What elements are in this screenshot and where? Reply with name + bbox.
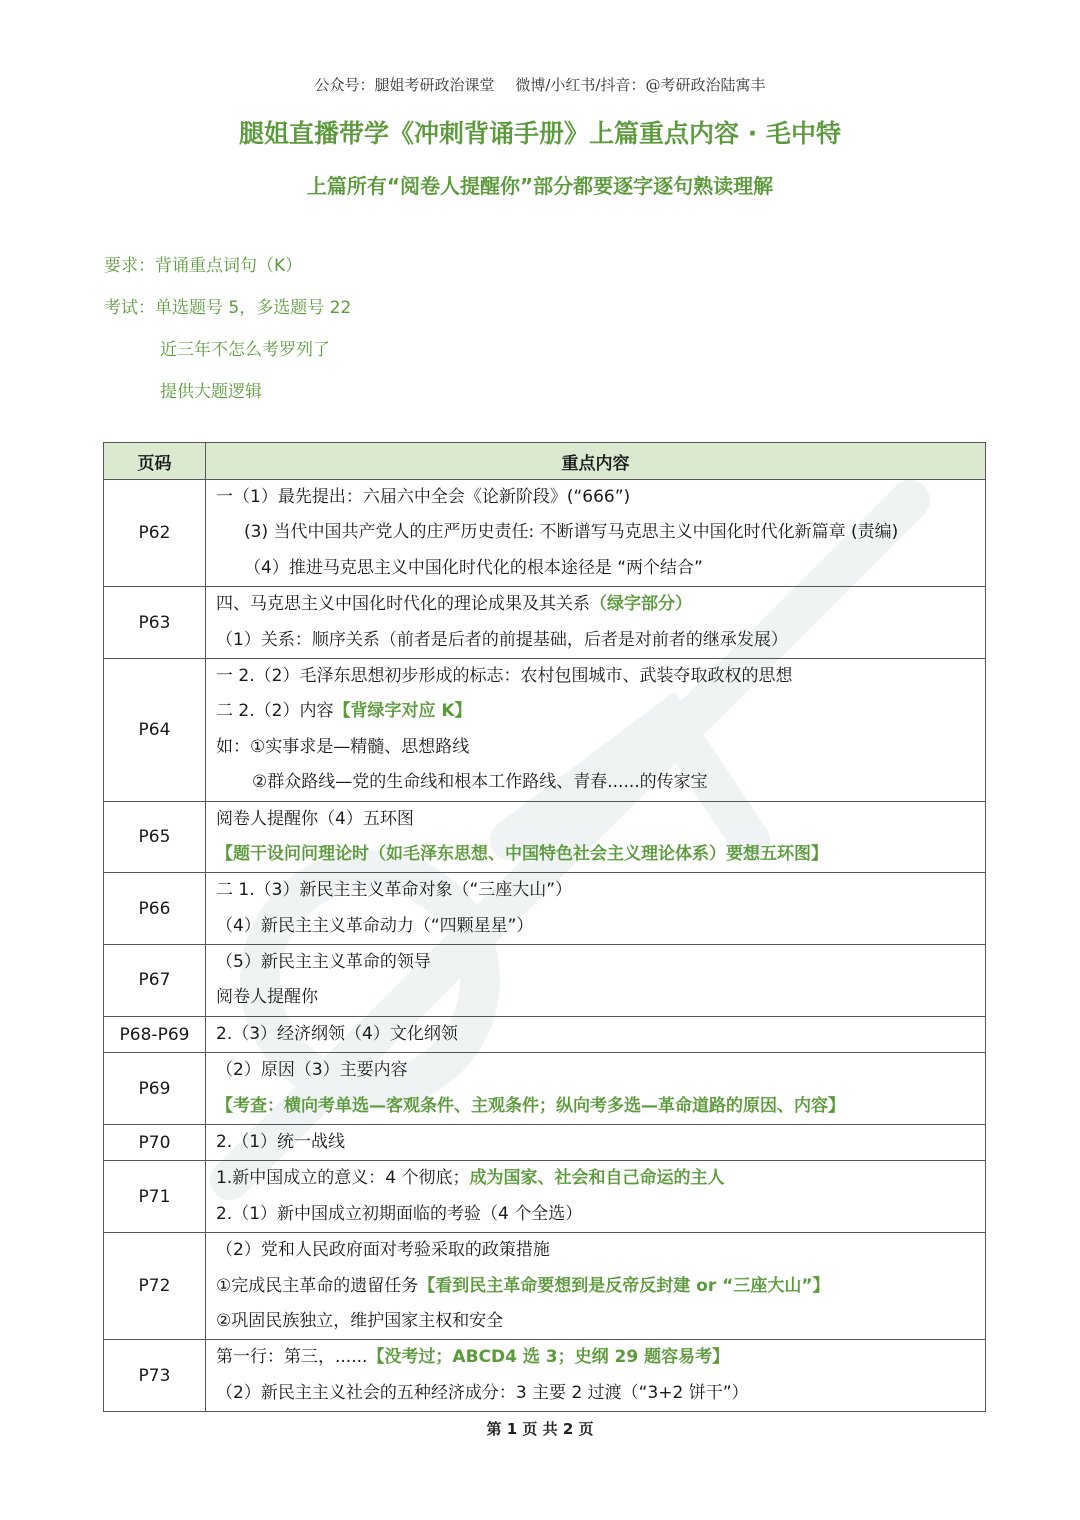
content-line <box>214 802 985 837</box>
page-number-cell: P67 <box>104 945 206 1017</box>
requirement-text: 要求：背诵重点词句（K） <box>104 256 303 276</box>
page-number-cell: P68-P69 <box>104 1016 206 1052</box>
table-row <box>104 1016 986 1052</box>
content-text: 1.新中国成立的意义：4 个彻底； <box>216 1168 470 1189</box>
table-body <box>104 480 986 1412</box>
content-text: ②群众路线—党的生命线和根本工作路线、青春......的传家宝 <box>252 772 708 793</box>
official-account-text: 公众号：腿姐考研政治课堂 <box>314 76 495 94</box>
highlight-text: 成为国家、社会和自己命运的主人 <box>469 1168 725 1189</box>
table-row <box>104 873 986 945</box>
table-row <box>104 587 986 659</box>
content-line <box>214 873 985 908</box>
content-line <box>214 1269 985 1304</box>
content-text: 四、马克思主义中国化时代化的理论成果及其关系 <box>216 594 590 615</box>
table-row <box>104 1053 986 1125</box>
exam-note-1: 近三年不怎么考罗列了 <box>160 340 330 360</box>
table-row <box>104 658 986 801</box>
page-number-cell: P63 <box>104 587 206 659</box>
content-text: 阅卷人提醒你 <box>216 987 318 1008</box>
page-footer: 第 1 页 共 2 页 <box>486 1420 594 1438</box>
page-number-cell: P70 <box>104 1125 206 1161</box>
content-text: （2）党和人民政府面对考验采取的政策措施 <box>216 1240 550 1261</box>
table-row <box>104 801 986 873</box>
page-number-cell: P66 <box>104 873 206 945</box>
content-line <box>214 1125 985 1160</box>
content-text: 二 2.（2）内容 <box>216 701 334 722</box>
content-line <box>214 1089 985 1124</box>
content-text: （2）原因（3）主要内容 <box>216 1060 408 1081</box>
content-text: （1）关系：顺序关系（前者是后者的前提基础，后者是对前者的继承发展） <box>216 629 788 650</box>
page-number-cell: P72 <box>104 1233 206 1340</box>
content-cell <box>206 587 986 659</box>
content-cell <box>206 1340 986 1412</box>
content-text: 阅卷人提醒你（4）五环图 <box>216 808 414 829</box>
content-line <box>214 1161 985 1196</box>
content-text: 一（1）最先提出：六届六中全会《论新阶段》(“666”) <box>216 487 631 507</box>
content-text: 二 1.（3）新民主主义革命对象（“三座大山”） <box>216 880 573 901</box>
content-line <box>214 694 985 729</box>
content-cell <box>206 1053 986 1125</box>
content-text: 2.（1）新中国成立初期面临的考验（4 个全选） <box>216 1203 583 1224</box>
content-line <box>214 1017 985 1052</box>
content-text: ②巩固民族独立，维护国家主权和安全 <box>216 1310 504 1331</box>
content-text: ①完成民主革命的遗留任务 <box>216 1275 419 1296</box>
content-cell <box>206 801 986 873</box>
content-line <box>214 945 985 980</box>
content-line <box>214 1233 985 1268</box>
content-line <box>214 480 985 515</box>
content-line <box>214 623 985 658</box>
content-cell <box>206 658 986 801</box>
table-row <box>104 480 986 587</box>
highlight-text: 【没考过；ABCD4 选 3；史纲 29 题容易考】 <box>367 1347 730 1368</box>
content-line <box>214 551 985 586</box>
content-line <box>214 837 985 872</box>
content-text: （5）新民主主义革命的领导 <box>216 952 431 973</box>
page-title: 腿姐直播带学《冲刺背诵手册》上篇重点内容 · 毛中特 <box>239 119 841 148</box>
highlight-text: （绿字部分） <box>590 594 692 615</box>
table-header-row <box>104 443 986 480</box>
table-row <box>104 1125 986 1161</box>
content-cell <box>206 1016 986 1052</box>
page-number-cell: P69 <box>104 1053 206 1125</box>
page-number-cell: P64 <box>104 658 206 801</box>
content-text: 一 2.（2）毛泽东思想初步形成的标志：农村包围城市、武装夺取政权的思想 <box>216 665 793 686</box>
table-row <box>104 1340 986 1412</box>
content-line <box>214 909 985 944</box>
content-line <box>214 1304 985 1339</box>
content-text: (3) 当代中国共产党人的庄严历史责任: 不断谱写马克思主义中国化时代化新篇章 (责编) <box>244 522 899 543</box>
content-cell <box>206 945 986 1017</box>
content-cell <box>206 1161 986 1233</box>
content-cell <box>206 873 986 945</box>
exam-note-2: 提供大题逻辑 <box>160 382 262 402</box>
highlight-text: 【背绿字对应 K】 <box>333 701 472 722</box>
page-number-cell: P73 <box>104 1340 206 1412</box>
content-line <box>214 659 985 694</box>
content-line <box>214 980 985 1015</box>
content-text: 如：①实事求是—精髓、思想路线 <box>216 736 470 757</box>
key-content-table <box>103 442 986 1412</box>
table-row <box>104 1233 986 1340</box>
highlight-text: 【考查：横向考单选—客观条件、主观条件；纵向考多选—革命道路的原因、内容】 <box>216 1095 845 1116</box>
content-line <box>214 1197 985 1232</box>
content-line <box>214 515 985 550</box>
highlight-text: 【看到民主革命要想到是反帝反封建 or “三座大山”】 <box>418 1275 830 1296</box>
content-line <box>214 1376 985 1411</box>
exam-text: 考试：单选题号 5，多选题号 22 <box>104 298 352 318</box>
header-page: 页码 <box>104 443 206 480</box>
content-line <box>214 587 985 622</box>
content-text: （4）推进马克思主义中国化时代化的根本途径是 “两个结合” <box>244 557 703 578</box>
content-cell <box>206 1233 986 1340</box>
header-line <box>0 74 1080 95</box>
content-text: 2.（1）统一战线 <box>216 1132 346 1153</box>
content-line <box>214 730 985 765</box>
content-line <box>214 1053 985 1088</box>
social-text: 微博/小红书/抖音：@考研政治陆寓丰 <box>515 76 766 94</box>
content-text: （4）新民主主义革命动力（“四颗星星”） <box>216 915 534 936</box>
content-cell <box>206 480 986 587</box>
content-text: 2.（3）经济纲领（4）文化纲领 <box>216 1023 458 1044</box>
page-subtitle: 上篇所有“阅卷人提醒你”部分都要逐字逐句熟读理解 <box>306 174 774 198</box>
content-text: （2）新民主主义社会的五种经济成分：3 主要 2 过渡（“3+2 饼干”） <box>216 1382 749 1403</box>
page-number-cell: P71 <box>104 1161 206 1233</box>
table-row <box>104 945 986 1017</box>
content-line <box>214 765 985 800</box>
table-row <box>104 1161 986 1233</box>
header-content: 重点内容 <box>206 443 986 480</box>
content-cell <box>206 1125 986 1161</box>
content-line <box>214 1340 985 1375</box>
page-number-cell: P62 <box>104 480 206 587</box>
page-number-cell: P65 <box>104 801 206 873</box>
content-text: 第一行：第三，...... <box>216 1347 368 1368</box>
highlight-text: 【题干设问问理论时（如毛泽东思想、中国特色社会主义理论体系）要想五环图】 <box>216 843 828 864</box>
